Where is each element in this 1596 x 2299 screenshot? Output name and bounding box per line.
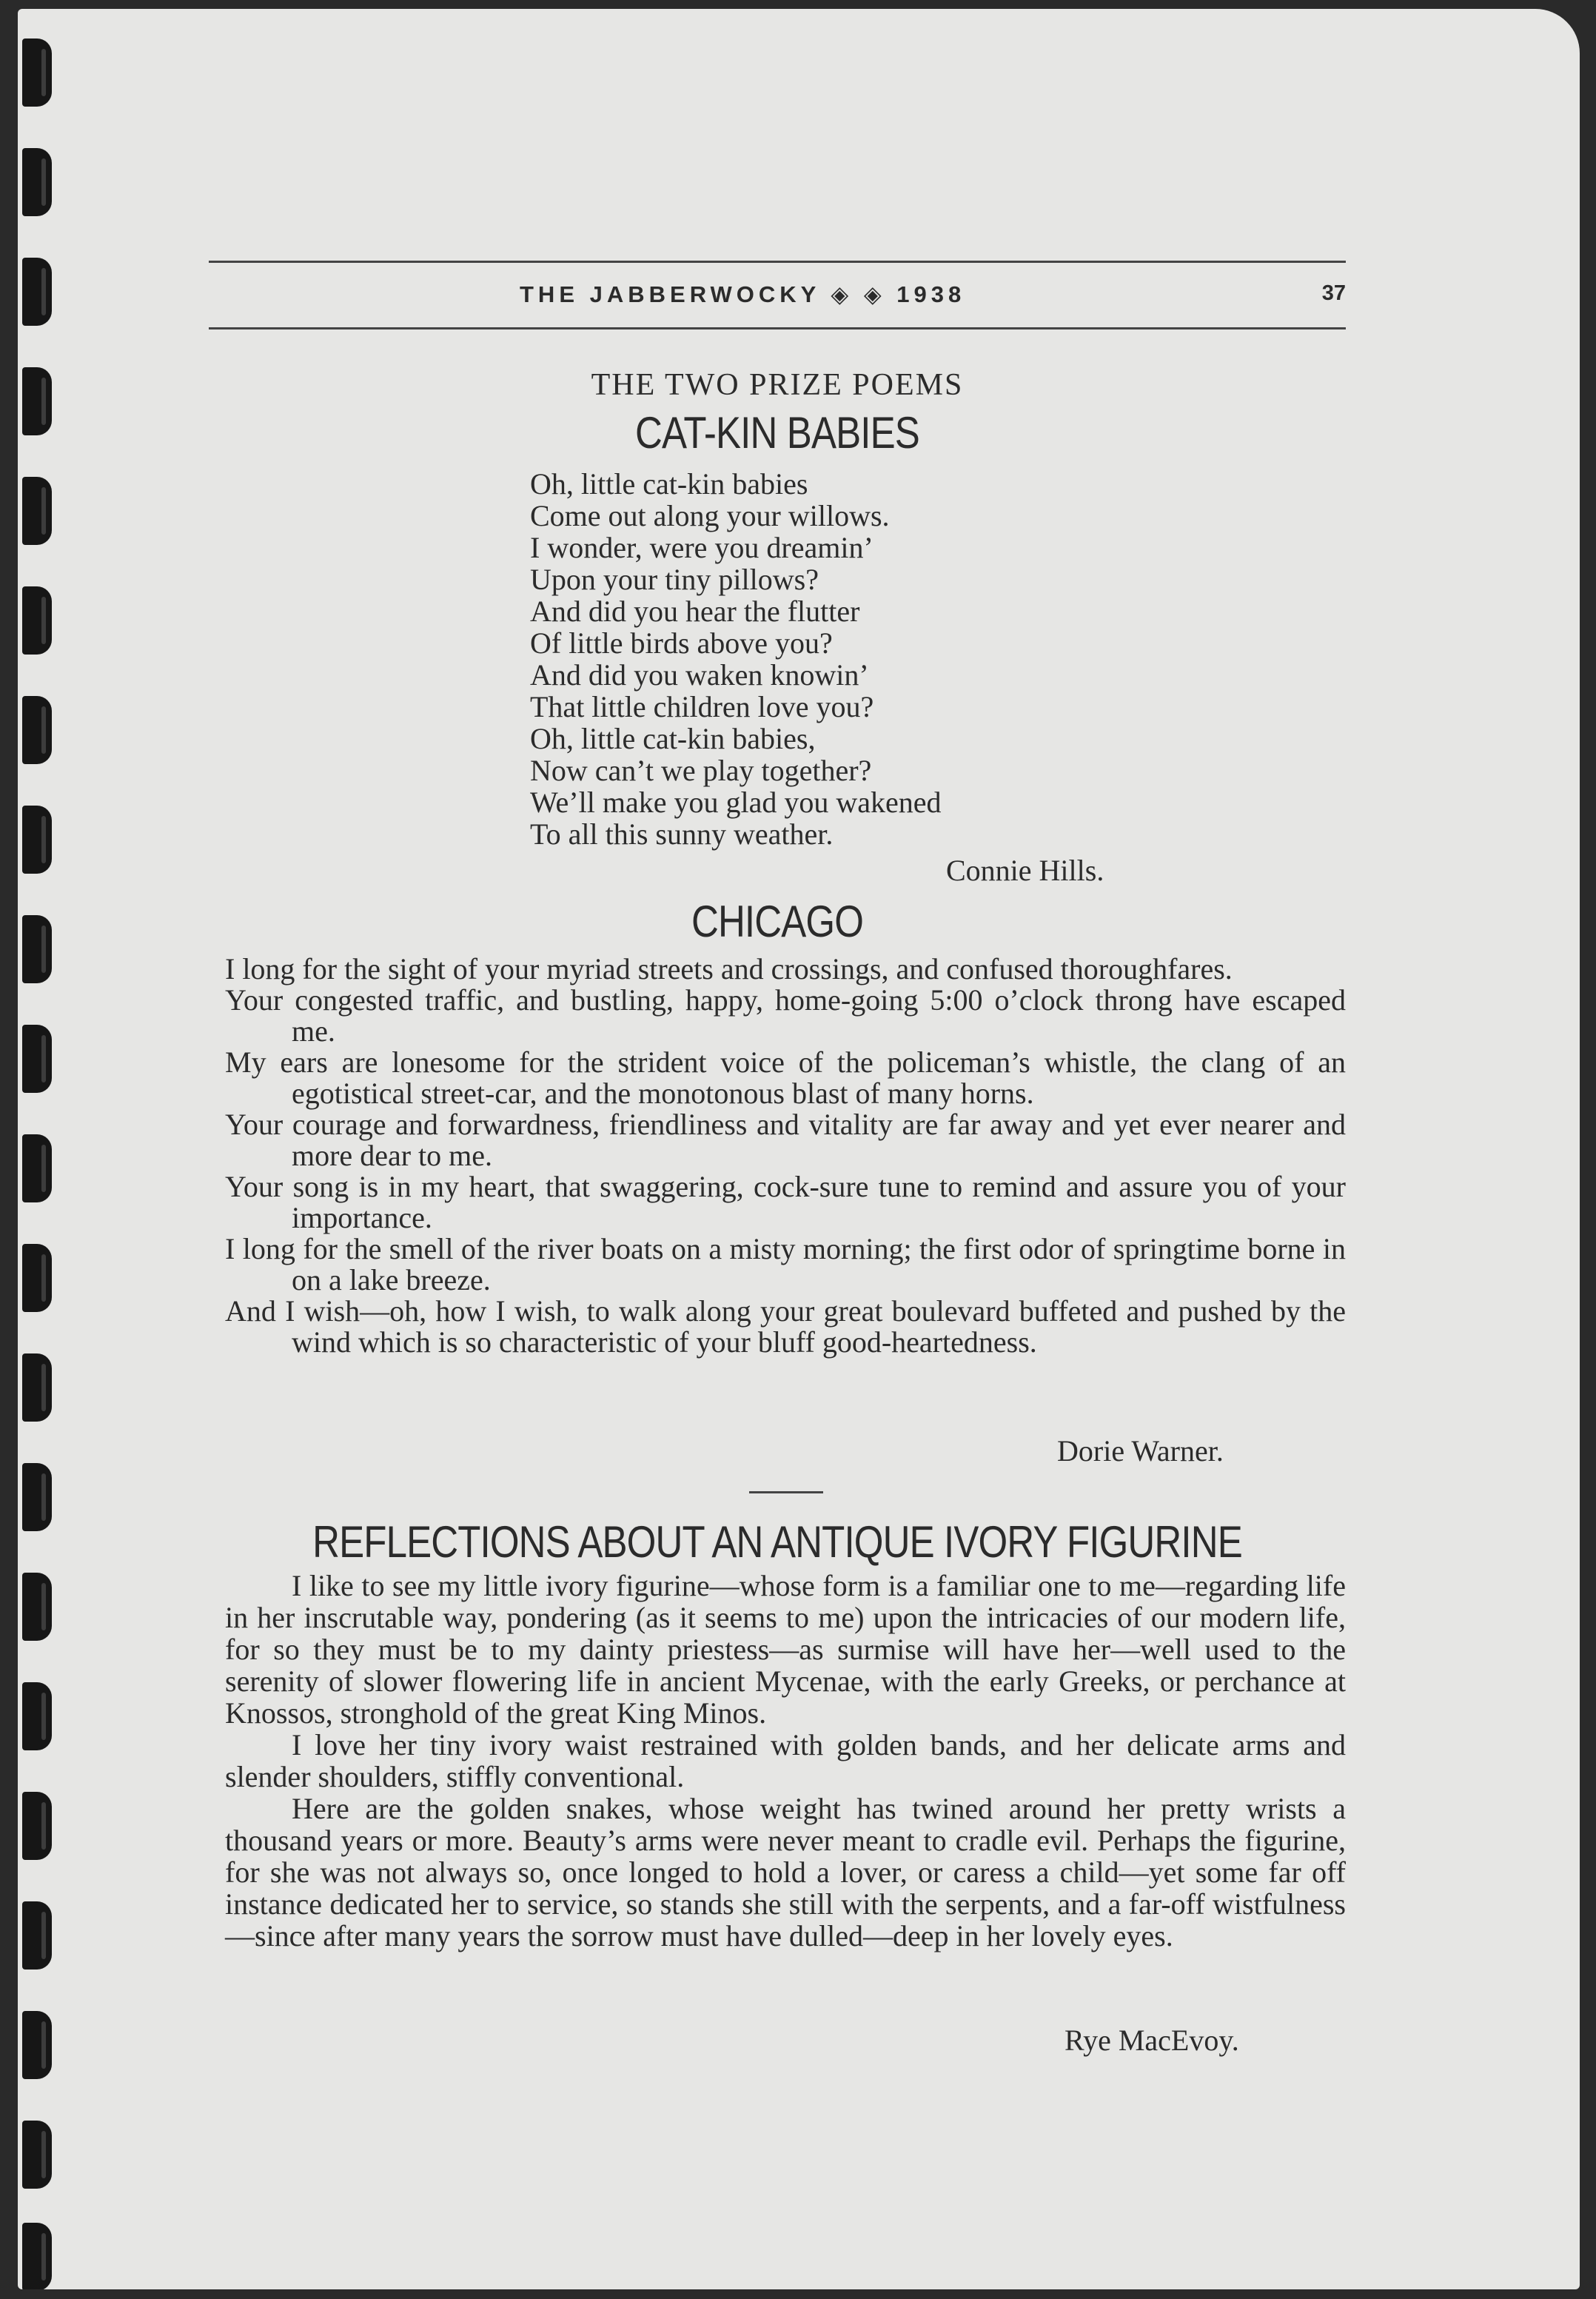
author-essay: Rye MacEvoy. — [1064, 2024, 1239, 2057]
verse-line: I wonder, were you dreamin’ — [530, 531, 874, 564]
verse-line: Come out along your willows. — [530, 499, 890, 532]
chicago-stanza: And I wish—oh, how I wish, to walk along your great boulevard buffeted and pushed by the wind which is so characteristic of your bluff good-heartedness. — [225, 1294, 1346, 1359]
essay-paragraph: I like to see my little ivory figurine—whose form is a familiar one to me—regarding life in her inscrutable way, pondering (as it seems to me) upon the intricacies of our modern life, for so they must be to my dainty priestess—as surmise will have her—well used to the serenity of slower flowering life in ancient Mycenae, with the early Greeks, or perchance at Knossos, stronghold of the great King Minos. — [225, 1569, 1346, 1730]
chicago-stanza: I long for the smell of the river boats on a misty morning; the first odor of springtime borne in on a lake breeze. — [225, 1232, 1346, 1296]
header-rule-bottom — [209, 327, 1346, 329]
verse-line: And did you hear the flutter — [530, 595, 860, 628]
verse-line: And did you waken knowin’ — [530, 658, 869, 692]
verse-line: Of little birds above you? — [530, 626, 833, 660]
page — [18, 9, 1580, 2289]
chicago-stanza: Your congested traffic, and bustling, happy, home-going 5:00 o’clock throng have escaped me. — [225, 983, 1346, 1048]
poem-title-catkin: CAT-KIN BABIES — [635, 408, 919, 458]
essay-paragraph: I love her tiny ivory waist restrained with golden bands, and her delicate arms and slender shoulders, stiffly conventional. — [225, 1728, 1346, 1793]
verse-line: Oh, little cat-kin babies, — [530, 722, 816, 755]
chicago-stanza: My ears are lonesome for the strident voice of the policeman’s whistle, the clang of an egotistical street-car, and the monotonous blast of many horns. — [225, 1045, 1346, 1110]
essay-body — [225, 1570, 1346, 1952]
verse-line: Oh, little cat-kin babies — [530, 467, 808, 501]
section-label: THE TWO PRIZE POEMS — [591, 368, 964, 402]
running-title: THE JABBERWOCKY ◈ ◈ 1938 — [520, 281, 966, 307]
poem-title-chicago: CHICAGO — [691, 897, 864, 946]
poem-chicago-body — [225, 954, 1346, 1358]
verse-line: That little children love you? — [530, 690, 874, 723]
verse-line: Upon your tiny pillows? — [530, 563, 819, 596]
running-header — [209, 281, 1346, 318]
page-content — [18, 9, 1580, 2289]
section-divider — [749, 1491, 823, 1493]
author-catkin: Connie Hills. — [946, 854, 1104, 887]
author-chicago: Dorie Warner. — [1057, 1434, 1224, 1468]
verse-line: Now can’t we play together? — [530, 754, 872, 787]
header-rule-top — [209, 261, 1346, 263]
chicago-stanza: Your song is in my heart, that swaggering, cock-sure tune to remind and assure you of your importance. — [225, 1170, 1346, 1234]
page-number: 37 — [1321, 281, 1346, 305]
verse-line: To all this sunny weather. — [530, 817, 834, 851]
essay-title: REFLECTIONS ABOUT AN ANTIQUE IVORY FIGURINE — [312, 1517, 1242, 1567]
verse-line: We’ll make you glad you wakened — [530, 786, 942, 819]
chicago-stanza: Your courage and forwardness, friendliness and vitality are far away and yet ever nearer and more dear to me. — [225, 1108, 1346, 1172]
poem-catkin-verse — [530, 468, 1196, 850]
chicago-stanza: I long for the sight of your myriad streets and crossings, and confused thoroughfares. — [225, 952, 1233, 985]
essay-paragraph: Here are the golden snakes, whose weight has twined around her pretty wrists a thousand years or more. Beauty’s arms were never meant to cradle evil. Perhaps the figurine, for she was not always so, once longed to hold a lover, or caress a child—yet some far off instance dedicated her to service, so stands she still with the serpents, and a far-off wistfulness—since after many years the sorrow must have dulled—deep in her lovely eyes. — [225, 1792, 1346, 1952]
